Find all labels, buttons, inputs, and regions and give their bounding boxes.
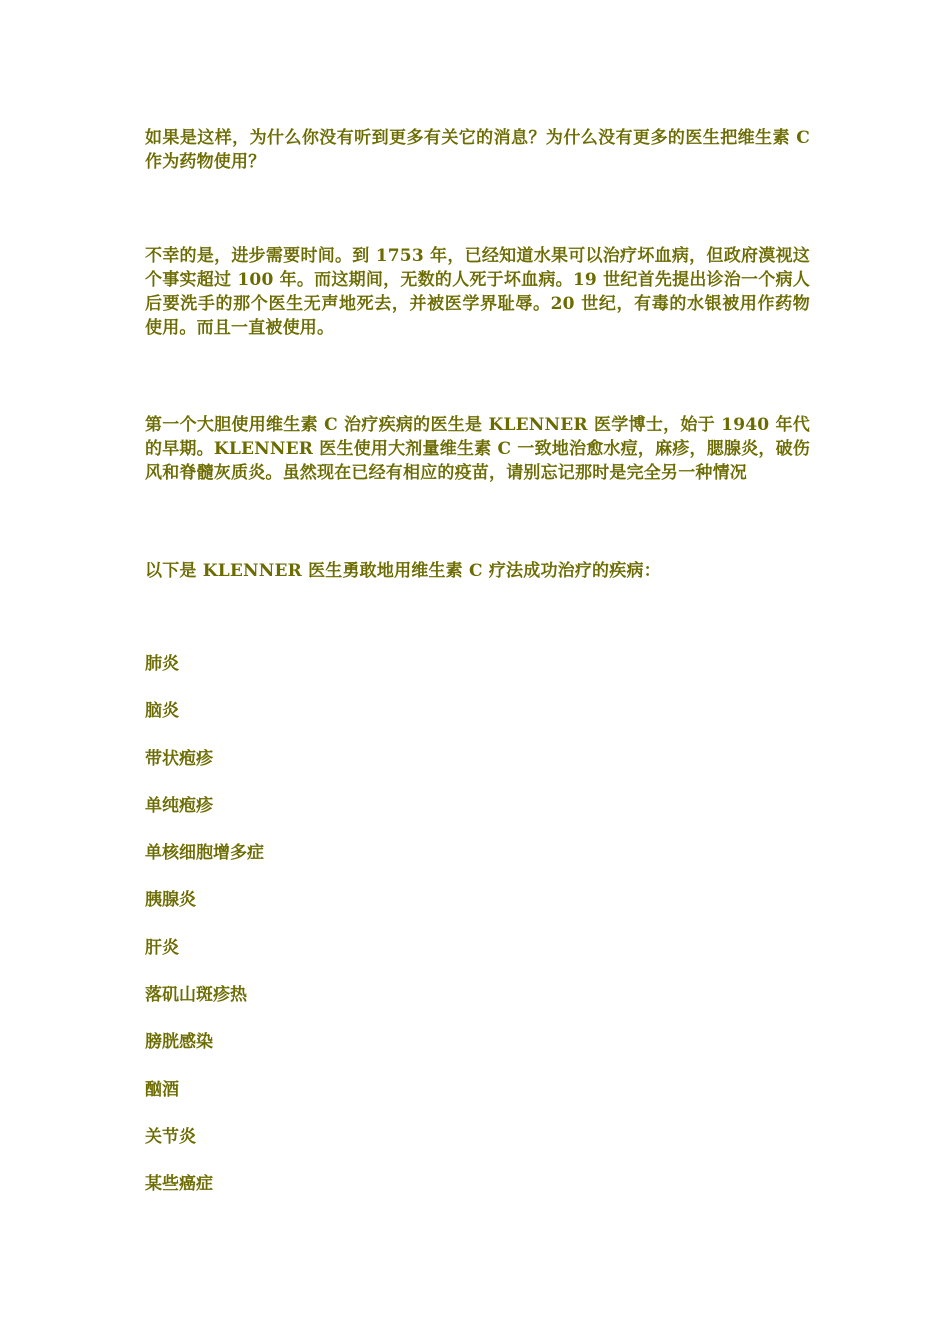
disease-list	[145, 652, 264, 1220]
list-item: 酗酒	[145, 1079, 179, 1100]
list-item: 某些癌症	[145, 1174, 213, 1195]
list-item: 带状疱疹	[145, 748, 213, 769]
list-item: 脑炎	[145, 701, 179, 722]
list-item: 单纯疱疹	[145, 795, 213, 816]
list-item: 关节炎	[145, 1126, 196, 1147]
list-item: 单核细胞增多症	[145, 843, 264, 864]
list-item: 胰腺炎	[145, 890, 196, 911]
paragraph-progress-takes-time: 不幸的是，进步需要时间。到 1753 年，已经知道水果可以治疗坏血病，但政府漠视这个事实超过 100 年。而这期间，无数的人死于坏血病。19 世纪首先提出诊治一个病人后要洗手的那个医生无声地死去，并被医学界耻辱。20 世纪，有毒的水银被用作药物使用。而且一直被使用。	[145, 246, 810, 338]
list-item: 落矶山斑疹热	[145, 985, 247, 1006]
list-item: 肺炎	[145, 654, 179, 674]
list-item: 肝炎	[145, 937, 179, 958]
list-item: 膀胱感染	[145, 1032, 213, 1053]
paragraph-why-not-heard: 如果是这样，为什么你没有听到更多有关它的消息？为什么没有更多的医生把维生素 C 作为药物使用？	[145, 128, 810, 172]
paragraph-klenner-intro: 第一个大胆使用维生素 C 治疗疾病的医生是 KLENNER 医学博士，始于 1940 年代的早期。KLENNER 医生使用大剂量维生素 C 一致地治愈水痘，麻疹，腮腺炎，破伤风和脊髓灰质炎。虽然现在已经有相应的疫苗，请别忘记那时是完全另一种情况	[145, 415, 810, 483]
paragraph-list-intro: 以下是 KLENNER 医生勇敢地用维生素 C 疗法成功治疗的疾病：	[145, 561, 661, 581]
